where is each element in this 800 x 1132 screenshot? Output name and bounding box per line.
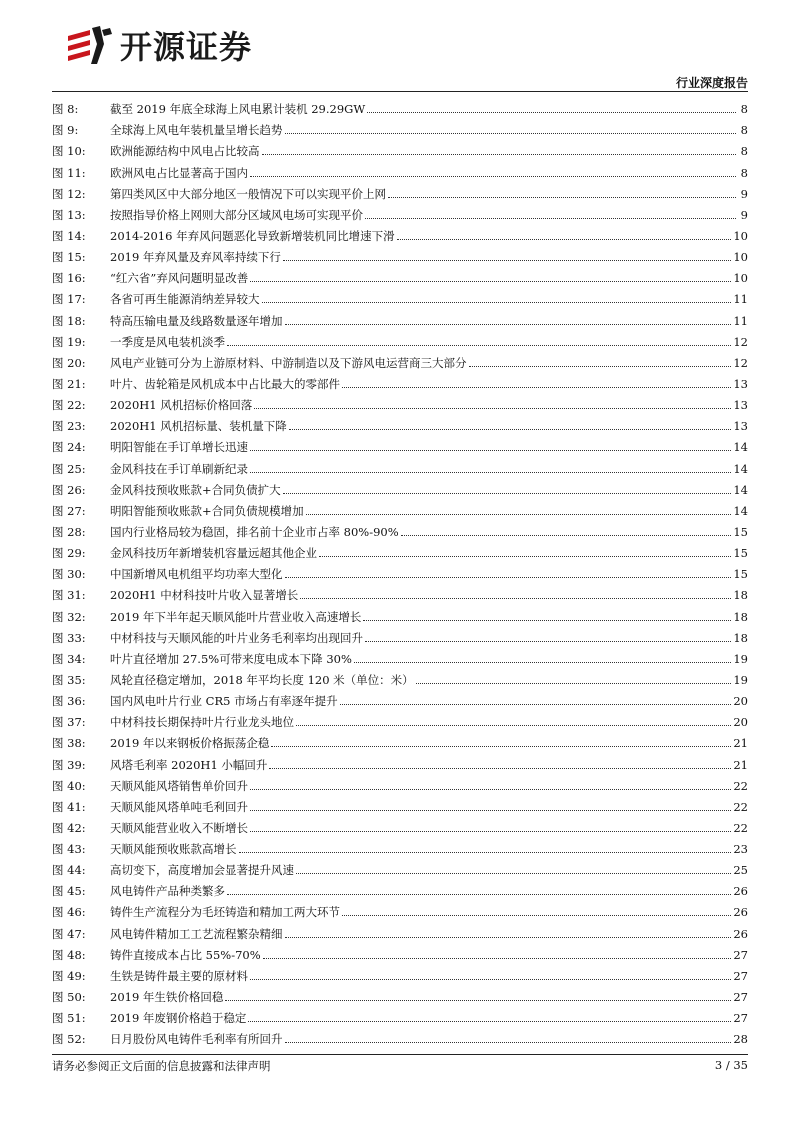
toc-page-number: 8 (740, 144, 748, 159)
toc-figure-number: 图 42: (52, 820, 86, 835)
toc-dot-leader (285, 324, 732, 325)
toc-figure-number: 图 51: (52, 1011, 86, 1026)
toc-dot-leader (285, 937, 732, 938)
kaiyuan-logo-icon (64, 22, 114, 68)
toc-figure-number: 图 25: (52, 461, 86, 476)
toc-figure-number: 图 11: (52, 165, 86, 180)
toc-dot-leader (285, 1042, 732, 1043)
toc-figure-number: 图 12: (52, 186, 86, 201)
toc-entry[interactable] (52, 433, 748, 454)
toc-dot-leader (363, 620, 731, 621)
toc-figure-number: 图 16: (52, 271, 86, 286)
toc-page-number: 14 (733, 482, 748, 497)
toc-dot-leader (263, 958, 732, 959)
toc-figure-title: 中材科技与天顺风能的叶片业务毛利率均出现回升 (110, 630, 363, 645)
toc-dot-leader (296, 873, 731, 874)
toc-dot-leader (285, 577, 732, 578)
toc-figure-title: 明阳智能预收账款+合同负债规模增加 (110, 503, 304, 518)
toc-figure-number: 图 49: (52, 968, 86, 983)
toc-dot-leader (239, 852, 732, 853)
toc-entry[interactable] (52, 116, 748, 137)
toc-figure-title: 中国新增风电机组平均功率大型化 (110, 567, 283, 582)
toc-figure-number: 图 13: (52, 207, 86, 222)
toc-dot-leader (342, 387, 731, 388)
toc-figure-title: 风电产业链可分为上游原材料、中游制造以及下游风电运营商三大部分 (110, 355, 467, 370)
brand-logo (64, 22, 252, 68)
toc-entry[interactable] (52, 95, 748, 116)
toc-figure-number: 图 27: (52, 503, 86, 518)
toc-dot-leader (227, 894, 731, 895)
toc-page-number: 26 (733, 926, 748, 941)
toc-figure-title: 按照指导价格上网则大部分区域风电场可实现平价 (110, 207, 363, 222)
toc-page-number: 9 (740, 186, 748, 201)
toc-dot-leader (388, 197, 736, 198)
toc-figure-title: 高切变下，高度增加会显著提升风速 (110, 863, 294, 878)
toc-figure-title: 铸件生产流程分为毛坯铸造和精加工两大环节 (110, 905, 340, 920)
toc-entry[interactable] (52, 941, 748, 962)
toc-figure-number: 图 43: (52, 842, 86, 857)
toc-entry[interactable] (52, 454, 748, 475)
toc-figure-number: 图 21: (52, 376, 86, 391)
toc-dot-leader (250, 810, 731, 811)
toc-entry[interactable] (52, 729, 748, 750)
toc-entry[interactable] (52, 412, 748, 433)
report-type-label: 行业深度报告 (675, 76, 748, 90)
toc-figure-number: 图 52: (52, 1032, 86, 1047)
toc-entry[interactable] (52, 349, 748, 370)
toc-figure-title: 2019 年废钢价格趋于稳定 (110, 1011, 247, 1026)
toc-figure-title: “红六省”弃风问题明显改善 (110, 271, 249, 286)
toc-entry[interactable] (52, 919, 748, 940)
toc-entry[interactable] (52, 772, 748, 793)
toc-figure-number: 图 28: (52, 524, 86, 539)
toc-figure-title: 截至 2019 年底全球海上风电累计装机 29.29GW (110, 102, 366, 117)
toc-entry[interactable] (52, 983, 748, 1004)
toc-page-number: 8 (740, 123, 748, 138)
toc-figure-number: 图 15: (52, 250, 86, 265)
toc-figure-title: 2020H1 风机招标价格回落 (110, 398, 253, 413)
toc-page-number: 9 (740, 207, 748, 222)
toc-page-number: 19 (733, 672, 748, 687)
figure-table-of-contents (52, 95, 748, 1046)
toc-entry[interactable] (52, 581, 748, 602)
toc-dot-leader (367, 112, 736, 113)
toc-page-number: 15 (733, 546, 748, 561)
toc-dot-leader (354, 662, 731, 663)
toc-dot-leader (248, 1021, 731, 1022)
toc-entry[interactable] (52, 158, 748, 179)
toc-figure-title: 2019 年以来钢板价格振荡企稳 (110, 736, 270, 751)
toc-figure-number: 图 32: (52, 609, 86, 624)
toc-entry[interactable] (52, 624, 748, 645)
toc-figure-title: 生铁是铸件最主要的原材料 (110, 968, 248, 983)
page-number: 3 / 35 (714, 1058, 748, 1072)
toc-page-number: 10 (733, 271, 748, 286)
toc-entry[interactable] (52, 264, 748, 285)
toc-page-number: 27 (733, 968, 748, 983)
toc-figure-title: 各省可再生能源消纳差异较大 (110, 292, 260, 307)
toc-figure-title: 欧洲能源结构中风电占比较高 (110, 144, 260, 159)
toc-entry[interactable] (52, 708, 748, 729)
toc-page-number: 13 (733, 419, 748, 434)
toc-entry[interactable] (52, 243, 748, 264)
toc-page-number: 21 (733, 736, 748, 751)
toc-figure-title: 天顺风能营业收入不断增长 (110, 820, 248, 835)
toc-entry[interactable] (52, 962, 748, 983)
toc-dot-leader (283, 493, 732, 494)
toc-page-number: 26 (733, 905, 748, 920)
toc-figure-number: 图 44: (52, 863, 86, 878)
toc-dot-leader (271, 746, 731, 747)
toc-entry[interactable] (52, 750, 748, 771)
toc-figure-title: 2019 年弃风量及弃风率持续下行 (110, 250, 281, 265)
toc-page-number: 23 (733, 842, 748, 857)
toc-figure-number: 图 41: (52, 799, 86, 814)
toc-dot-leader (250, 472, 731, 473)
toc-figure-title: 2014-2016 年弃风问题恶化导致新增装机同比增速下滑 (110, 228, 395, 243)
toc-page-number: 26 (733, 884, 748, 899)
toc-dot-leader (342, 915, 731, 916)
toc-dot-leader (250, 979, 731, 980)
toc-entry[interactable] (52, 835, 748, 856)
toc-dot-leader (225, 1000, 731, 1001)
toc-figure-number: 图 46: (52, 905, 86, 920)
toc-entry[interactable] (52, 666, 748, 687)
toc-figure-title: 金风科技历年新增装机容量远超其他企业 (110, 546, 317, 561)
toc-figure-number: 图 14: (52, 228, 86, 243)
toc-entry[interactable] (52, 856, 748, 877)
toc-figure-title: 日月股份风电铸件毛利率有所回升 (110, 1032, 283, 1047)
toc-figure-title: 中材科技长期保持叶片行业龙头地位 (110, 715, 294, 730)
toc-page-number: 25 (733, 863, 748, 878)
toc-dot-leader (250, 281, 731, 282)
toc-page-number: 10 (733, 250, 748, 265)
toc-figure-title: 国内风电叶片行业 CR5 市场占有率逐年提升 (110, 694, 338, 709)
toc-dot-leader (469, 366, 732, 367)
toc-dot-leader (269, 768, 731, 769)
toc-figure-title: 铸件直接成本占比 55%-70% (110, 947, 261, 962)
toc-entry[interactable] (52, 793, 748, 814)
toc-figure-number: 图 35: (52, 672, 86, 687)
toc-entry[interactable] (52, 687, 748, 708)
toc-figure-number: 图 31: (52, 588, 86, 603)
toc-dot-leader (285, 133, 737, 134)
toc-dot-leader (262, 302, 732, 303)
toc-dot-leader (296, 725, 731, 726)
toc-figure-number: 图 22: (52, 398, 86, 413)
toc-figure-title: 第四类风区中大部分地区一般情况下可以实现平价上网 (110, 186, 386, 201)
toc-figure-number: 图 18: (52, 313, 86, 328)
toc-page-number: 20 (733, 694, 748, 709)
toc-entry[interactable] (52, 645, 748, 666)
toc-page-number: 28 (733, 1032, 748, 1047)
toc-page-number: 12 (733, 355, 748, 370)
toc-page-number: 22 (733, 799, 748, 814)
toc-dot-leader (306, 514, 732, 515)
toc-figure-number: 图 38: (52, 736, 86, 751)
toc-entry[interactable] (52, 180, 748, 201)
toc-dot-leader (401, 535, 732, 536)
toc-figure-title: 风电铸件精加工工艺流程繁杂精细 (110, 926, 283, 941)
toc-dot-leader (227, 345, 731, 346)
toc-entry[interactable] (52, 539, 748, 560)
toc-page-number: 18 (733, 630, 748, 645)
toc-dot-leader (283, 260, 731, 261)
toc-entry[interactable] (52, 328, 748, 349)
toc-page-number: 13 (733, 376, 748, 391)
toc-entry[interactable] (52, 518, 748, 539)
toc-figure-title: 明阳智能在手订单增长迅速 (110, 440, 248, 455)
toc-dot-leader (254, 408, 731, 409)
toc-dot-leader (319, 556, 731, 557)
brand-name: 开源证券 (120, 28, 253, 66)
toc-dot-leader (365, 218, 736, 219)
toc-entry[interactable] (52, 201, 748, 222)
toc-dot-leader (262, 154, 737, 155)
toc-figure-number: 图 45: (52, 884, 86, 899)
toc-dot-leader (365, 641, 731, 642)
toc-page-number: 27 (733, 947, 748, 962)
toc-dot-leader (250, 176, 736, 177)
toc-page-number: 13 (733, 398, 748, 413)
toc-figure-title: 风轮直径稳定增加，2018 年平均长度 120 米（单位：米） (110, 672, 414, 687)
toc-dot-leader (300, 598, 731, 599)
page-header (0, 0, 800, 92)
toc-page-number: 21 (733, 757, 748, 772)
toc-figure-title: 全球海上风电年装机量呈增长趋势 (110, 123, 283, 138)
toc-page-number: 18 (733, 588, 748, 603)
toc-figure-number: 图 24: (52, 440, 86, 455)
toc-figure-number: 图 9: (52, 123, 79, 138)
toc-figure-title: 金风科技在手订单刷新纪录 (110, 461, 248, 476)
toc-figure-number: 图 39: (52, 757, 86, 772)
toc-entry[interactable] (52, 137, 748, 158)
toc-page-number: 27 (733, 990, 748, 1005)
toc-entry[interactable] (52, 877, 748, 898)
toc-figure-number: 图 23: (52, 419, 86, 434)
toc-entry[interactable] (52, 285, 748, 306)
toc-figure-title: 特高压输电量及线路数量逐年增加 (110, 313, 283, 328)
toc-page-number: 8 (740, 165, 748, 180)
toc-page-number: 14 (733, 503, 748, 518)
toc-entry[interactable] (52, 476, 748, 497)
toc-entry[interactable] (52, 814, 748, 835)
toc-figure-title: 2019 年下半年起天顺风能叶片营业收入高速增长 (110, 609, 362, 624)
toc-figure-title: 2020H1 风机招标量、装机量下降 (110, 419, 287, 434)
toc-entry[interactable] (52, 602, 748, 623)
toc-figure-number: 图 10: (52, 144, 86, 159)
toc-dot-leader (397, 239, 732, 240)
toc-figure-number: 图 17: (52, 292, 86, 307)
toc-entry[interactable] (52, 370, 748, 391)
toc-figure-title: 2019 年生铁价格回稳 (110, 990, 224, 1005)
toc-figure-number: 图 29: (52, 546, 86, 561)
toc-figure-number: 图 37: (52, 715, 86, 730)
toc-figure-number: 图 30: (52, 567, 86, 582)
toc-figure-number: 图 40: (52, 778, 86, 793)
toc-page-number: 15 (733, 567, 748, 582)
toc-page-number: 8 (740, 102, 748, 117)
toc-page-number: 10 (733, 228, 748, 243)
toc-figure-title: 2020H1 中材科技叶片收入显著增长 (110, 588, 299, 603)
toc-dot-leader (289, 429, 732, 430)
toc-figure-title: 风电铸件产品种类繁多 (110, 884, 225, 899)
toc-figure-title: 天顺风能预收账款高增长 (110, 842, 237, 857)
toc-figure-number: 图 48: (52, 947, 86, 962)
toc-page-number: 14 (733, 461, 748, 476)
toc-page-number: 22 (733, 820, 748, 835)
toc-figure-title: 风塔毛利率 2020H1 小幅回升 (110, 757, 268, 772)
toc-page-number: 11 (733, 292, 748, 307)
toc-figure-number: 图 47: (52, 926, 86, 941)
toc-figure-title: 叶片直径增加 27.5%可带来度电成本下降 30% (110, 651, 352, 666)
toc-figure-number: 图 26: (52, 482, 86, 497)
toc-entry[interactable] (52, 1004, 748, 1025)
toc-page-number: 20 (733, 715, 748, 730)
toc-figure-title: 国内行业格局较为稳固，排名前十企业市占率 80%-90% (110, 524, 399, 539)
toc-dot-leader (250, 450, 731, 451)
toc-page-number: 19 (733, 651, 748, 666)
footer-disclaimer: 请务必参阅正文后面的信息披露和法律声明 (52, 1059, 271, 1073)
toc-page-number: 14 (733, 440, 748, 455)
toc-dot-leader (340, 704, 732, 705)
toc-figure-title: 欧洲风电占比显著高于国内 (110, 165, 248, 180)
toc-figure-title: 一季度是风电装机淡季 (110, 334, 225, 349)
toc-entry[interactable] (52, 222, 748, 243)
toc-figure-title: 天顺风能风塔销售单价回升 (110, 778, 248, 793)
toc-figure-number: 图 20: (52, 355, 86, 370)
toc-page-number: 12 (733, 334, 748, 349)
toc-figure-number: 图 50: (52, 990, 86, 1005)
toc-page-number: 11 (733, 313, 748, 328)
toc-figure-number: 图 36: (52, 694, 86, 709)
footer-divider (52, 1054, 748, 1055)
toc-entry[interactable] (52, 1025, 748, 1046)
toc-dot-leader (416, 683, 732, 684)
toc-entry[interactable] (52, 391, 748, 412)
toc-figure-title: 金风科技预收账款+合同负债扩大 (110, 482, 281, 497)
toc-page-number: 22 (733, 778, 748, 793)
toc-entry[interactable] (52, 560, 748, 581)
toc-entry[interactable] (52, 898, 748, 919)
toc-figure-number: 图 33: (52, 630, 86, 645)
toc-page-number: 27 (733, 1011, 748, 1026)
toc-entry[interactable] (52, 306, 748, 327)
toc-figure-title: 叶片、齿轮箱是风机成本中占比最大的零部件 (110, 376, 340, 391)
toc-page-number: 15 (733, 524, 748, 539)
toc-dot-leader (250, 831, 731, 832)
header-divider (52, 91, 748, 92)
toc-entry[interactable] (52, 497, 748, 518)
toc-page-number: 18 (733, 609, 748, 624)
toc-figure-number: 图 34: (52, 651, 86, 666)
toc-dot-leader (250, 789, 731, 790)
toc-figure-title: 天顺风能风塔单吨毛利回升 (110, 799, 248, 814)
toc-figure-number: 图 8: (52, 102, 79, 117)
toc-figure-number: 图 19: (52, 334, 86, 349)
